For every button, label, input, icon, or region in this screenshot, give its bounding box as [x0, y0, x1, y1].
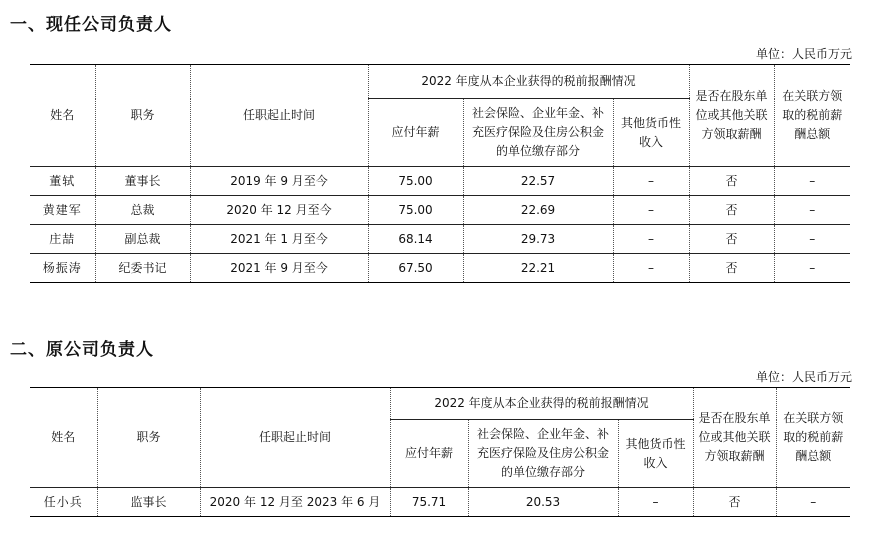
- header-position: 职务: [95, 65, 190, 167]
- cell-social: 22.57: [463, 167, 613, 196]
- cell-salary: 75.00: [368, 167, 463, 196]
- cell-name: 黄建军: [30, 196, 95, 225]
- cell-related: –: [774, 225, 850, 254]
- section1-unit-label: 单位：人民币万元: [755, 47, 852, 61]
- header-social-insurance: 社会保险、企业年金、补充医疗保险及住房公积金的单位缴存部分: [468, 420, 618, 488]
- table-row: [30, 225, 850, 254]
- table-row: [30, 254, 850, 283]
- cell-salary: 67.50: [368, 254, 463, 283]
- cell-related: –: [774, 167, 850, 196]
- header-annual-salary: 应付年薪: [368, 99, 463, 167]
- header-social-insurance: 社会保险、企业年金、补充医疗保险及住房公积金的单位缴存部分: [463, 99, 613, 167]
- table-row: [30, 488, 850, 517]
- former-executives-table: [30, 387, 850, 517]
- cell-tenure: 2021 年 9 月至今: [190, 254, 368, 283]
- header-shareholder-pay: 是否在股东单位或其他关联方领取薪酬: [693, 388, 776, 488]
- cell-social: 22.21: [463, 254, 613, 283]
- header-related-party-pay: 在关联方领取的税前薪酬总额: [774, 65, 850, 167]
- cell-related: –: [774, 254, 850, 283]
- current-executives-table: [30, 64, 850, 283]
- section2-title: 二、原公司负责人: [10, 340, 154, 360]
- cell-shareholder: 否: [689, 196, 774, 225]
- cell-related: –: [774, 196, 850, 225]
- cell-salary: 68.14: [368, 225, 463, 254]
- cell-position: 总裁: [95, 196, 190, 225]
- cell-tenure: 2020 年 12 月至今: [190, 196, 368, 225]
- cell-tenure: 2020 年 12 月至 2023 年 6 月: [200, 488, 390, 517]
- cell-name: 任小兵: [30, 488, 97, 517]
- table-row: [30, 167, 850, 196]
- cell-shareholder: 否: [689, 254, 774, 283]
- header-tenure: 任职起止时间: [200, 388, 390, 488]
- header-position: 职务: [97, 388, 200, 488]
- cell-tenure: 2021 年 1 月至今: [190, 225, 368, 254]
- header-other-income: 其他货币性收入: [613, 99, 689, 167]
- header-related-party-pay: 在关联方领取的税前薪酬总额: [776, 388, 850, 488]
- header-compensation-group: 2022 年度从本企业获得的税前报酬情况: [390, 388, 693, 420]
- cell-position: 副总裁: [95, 225, 190, 254]
- cell-position: 监事长: [97, 488, 200, 517]
- header-tenure: 任职起止时间: [190, 65, 368, 167]
- cell-related: –: [776, 488, 850, 517]
- cell-name: 董轼: [30, 167, 95, 196]
- cell-position: 纪委书记: [95, 254, 190, 283]
- cell-shareholder: 否: [693, 488, 776, 517]
- header-name: 姓名: [30, 388, 97, 488]
- cell-salary: 75.00: [368, 196, 463, 225]
- header-other-income: 其他货币性收入: [618, 420, 693, 488]
- header-name: 姓名: [30, 65, 95, 167]
- cell-social: 29.73: [463, 225, 613, 254]
- section2-unit-label: 单位：人民币万元: [755, 370, 852, 384]
- header-annual-salary: 应付年薪: [390, 420, 468, 488]
- cell-position: 董事长: [95, 167, 190, 196]
- cell-shareholder: 否: [689, 167, 774, 196]
- cell-tenure: 2019 年 9 月至今: [190, 167, 368, 196]
- cell-shareholder: 否: [689, 225, 774, 254]
- header-shareholder-pay: 是否在股东单位或其他关联方领取薪酬: [689, 65, 774, 167]
- cell-social: 22.69: [463, 196, 613, 225]
- table-row: [30, 196, 850, 225]
- cell-social: 20.53: [468, 488, 618, 517]
- cell-other: –: [613, 196, 689, 225]
- cell-other: –: [613, 225, 689, 254]
- cell-other: –: [613, 254, 689, 283]
- cell-other: –: [618, 488, 693, 517]
- cell-other: –: [613, 167, 689, 196]
- cell-name: 杨振涛: [30, 254, 95, 283]
- section1-title: 一、现任公司负责人: [10, 15, 172, 35]
- cell-salary: 75.71: [390, 488, 468, 517]
- header-compensation-group: 2022 年度从本企业获得的税前报酬情况: [368, 65, 689, 99]
- cell-name: 庄喆: [30, 225, 95, 254]
